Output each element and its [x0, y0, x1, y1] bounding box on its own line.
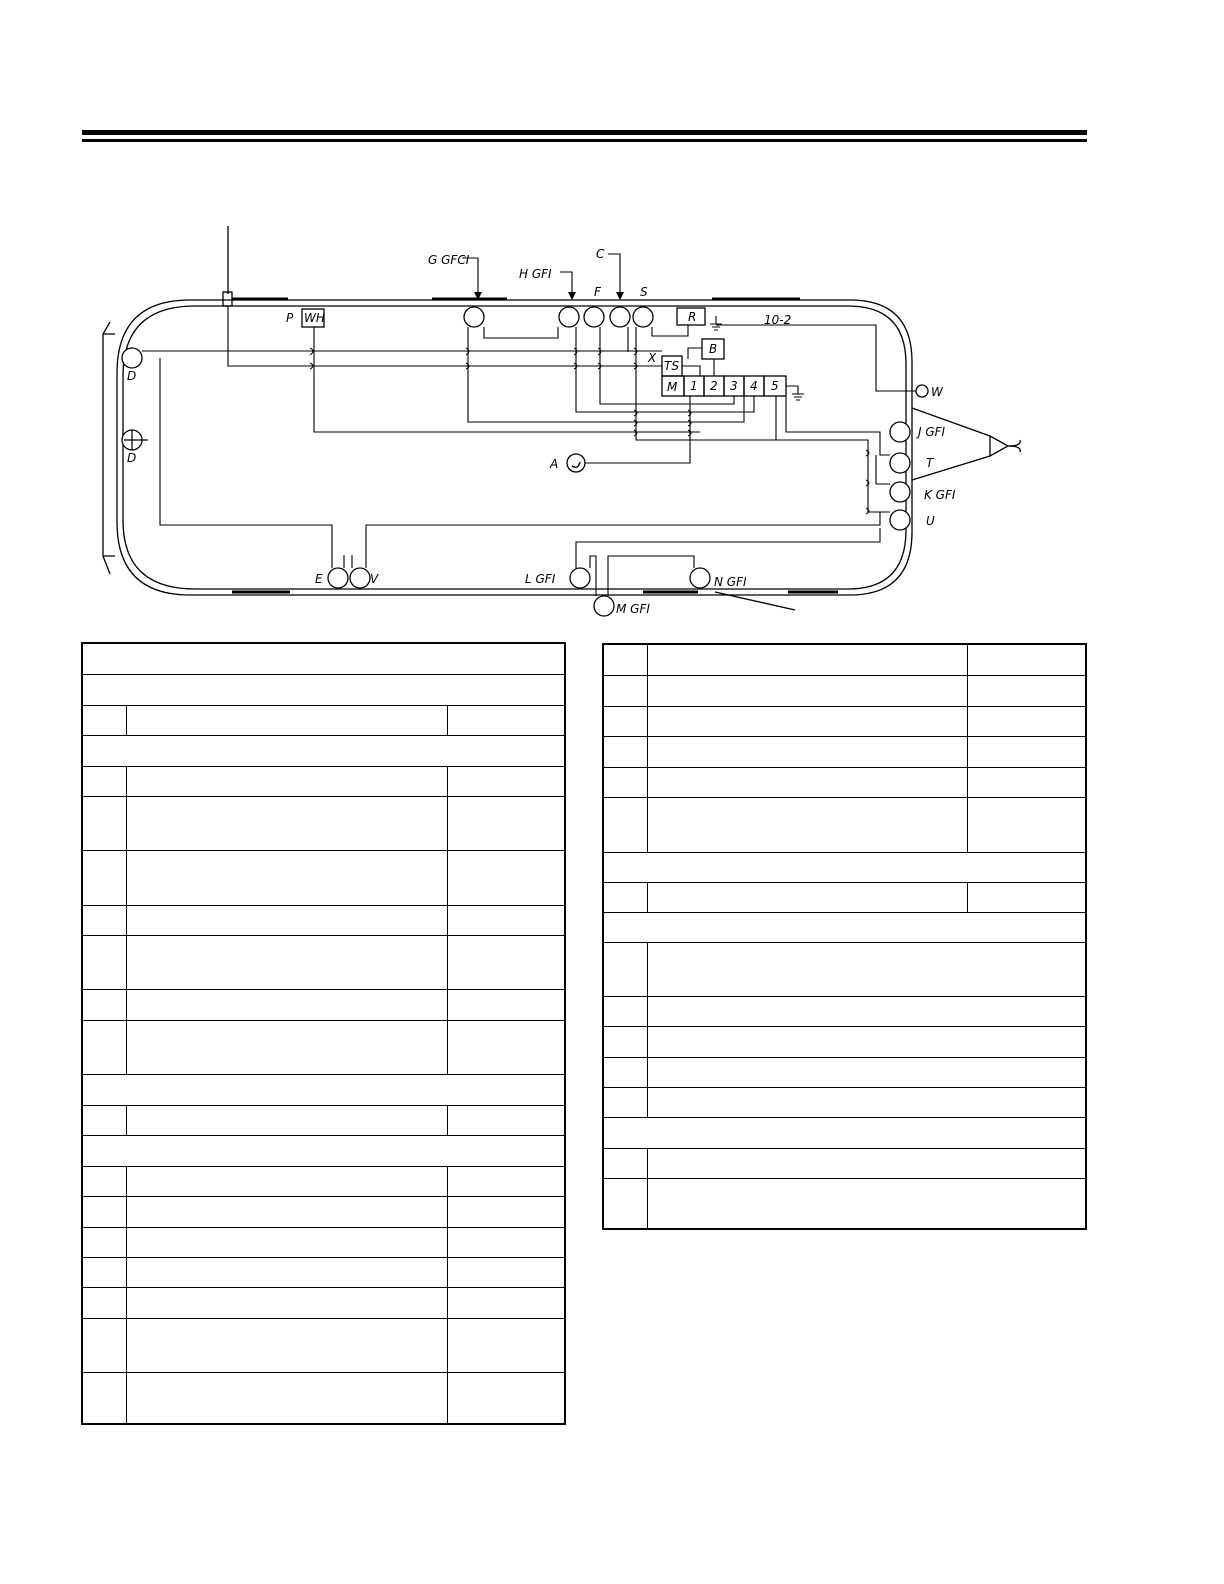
table-row	[604, 1148, 1085, 1178]
outlet-a	[567, 454, 585, 472]
outlet-f	[584, 307, 604, 327]
label-h: H GFI	[519, 267, 552, 281]
table-row	[83, 935, 564, 989]
table-row	[604, 1026, 1085, 1057]
outlet-v	[350, 568, 370, 588]
label-m-gfi: M GFI	[616, 602, 650, 616]
trailer-wiring-diagram	[0, 200, 1224, 630]
table-row	[604, 912, 1085, 942]
table-row	[604, 645, 1085, 675]
table-row	[604, 1087, 1085, 1117]
table-row	[604, 1117, 1085, 1148]
table-row	[604, 1178, 1085, 1228]
label-v: V	[370, 572, 379, 586]
outlet-t	[890, 453, 910, 473]
table-row	[604, 797, 1085, 852]
table-row	[604, 675, 1085, 706]
label-n: N GFI	[714, 575, 747, 589]
outlet-h	[559, 307, 579, 327]
label-breaker-1: 1	[690, 379, 698, 393]
label-g: G GFCI	[428, 253, 470, 267]
label-p: P	[286, 311, 294, 325]
outlet-s	[633, 307, 653, 327]
label-breaker-2: 2	[710, 379, 718, 393]
table-row	[83, 1105, 564, 1135]
outlet-n	[690, 568, 710, 588]
outlet-e	[328, 568, 348, 588]
table-row	[83, 1372, 564, 1423]
table-row	[83, 850, 564, 905]
header-rule-thick	[82, 130, 1087, 135]
table-row	[83, 1318, 564, 1372]
label-k: K GFI	[924, 488, 956, 502]
label-breaker-5: 5	[771, 379, 779, 393]
outlet-d-upper	[122, 348, 142, 368]
table-row	[83, 1196, 564, 1227]
table-row	[83, 766, 564, 796]
table-row	[83, 1227, 564, 1257]
rear-bumper	[103, 322, 110, 574]
label-s: S	[640, 285, 648, 299]
table-row	[83, 796, 564, 850]
table-row	[604, 1057, 1085, 1087]
table-row	[83, 905, 564, 935]
label-a: A	[550, 457, 559, 471]
label-wh: WH	[304, 311, 325, 325]
outlet-k	[890, 482, 910, 502]
label-r: R	[688, 310, 697, 324]
outlet-j	[890, 422, 910, 442]
header-rule-thin	[82, 139, 1087, 142]
label-w: W	[931, 385, 943, 399]
trailer-outer-wall	[117, 300, 912, 595]
right-circuit-table	[602, 643, 1087, 1230]
table-row	[83, 705, 564, 735]
label-u: U	[926, 514, 935, 528]
table-row	[83, 1166, 564, 1196]
label-l: L GFI	[525, 572, 556, 586]
label-breaker-4: 4	[750, 379, 758, 393]
label-d-lower: D	[127, 451, 137, 465]
label-x: X	[648, 351, 657, 365]
table-row	[604, 767, 1085, 797]
table-row	[83, 644, 564, 674]
table-row	[83, 1020, 564, 1074]
table-row	[83, 1135, 564, 1166]
trailer-inner-wall	[123, 306, 906, 589]
label-breaker-3: 3	[730, 379, 738, 393]
left-circuit-table	[81, 642, 566, 1425]
outlet-c	[610, 307, 630, 327]
outlet-l	[570, 568, 590, 588]
label-c: C	[596, 247, 605, 261]
table-row	[604, 942, 1085, 996]
table-row	[604, 882, 1085, 912]
label-t: T	[926, 456, 934, 470]
label-wire-gauge: 10-2	[764, 313, 792, 327]
table-row	[83, 674, 564, 705]
table-row	[83, 989, 564, 1020]
outlet-w	[916, 385, 928, 397]
label-ts: TS	[664, 359, 679, 373]
table-row	[604, 996, 1085, 1026]
table-row	[604, 706, 1085, 736]
outlet-u	[890, 510, 910, 530]
table-row	[604, 736, 1085, 767]
table-row	[83, 1257, 564, 1287]
outlet-g	[464, 307, 484, 327]
label-f: F	[594, 285, 601, 299]
label-d-upper: D	[127, 369, 137, 383]
table-row	[83, 735, 564, 766]
outlet-m	[594, 596, 614, 616]
table-row	[83, 1287, 564, 1318]
table-row	[604, 852, 1085, 882]
label-j: J GFI	[918, 425, 946, 439]
label-b: B	[709, 342, 718, 356]
label-m: M	[667, 380, 678, 394]
table-row	[83, 1074, 564, 1105]
label-e: E	[315, 572, 323, 586]
